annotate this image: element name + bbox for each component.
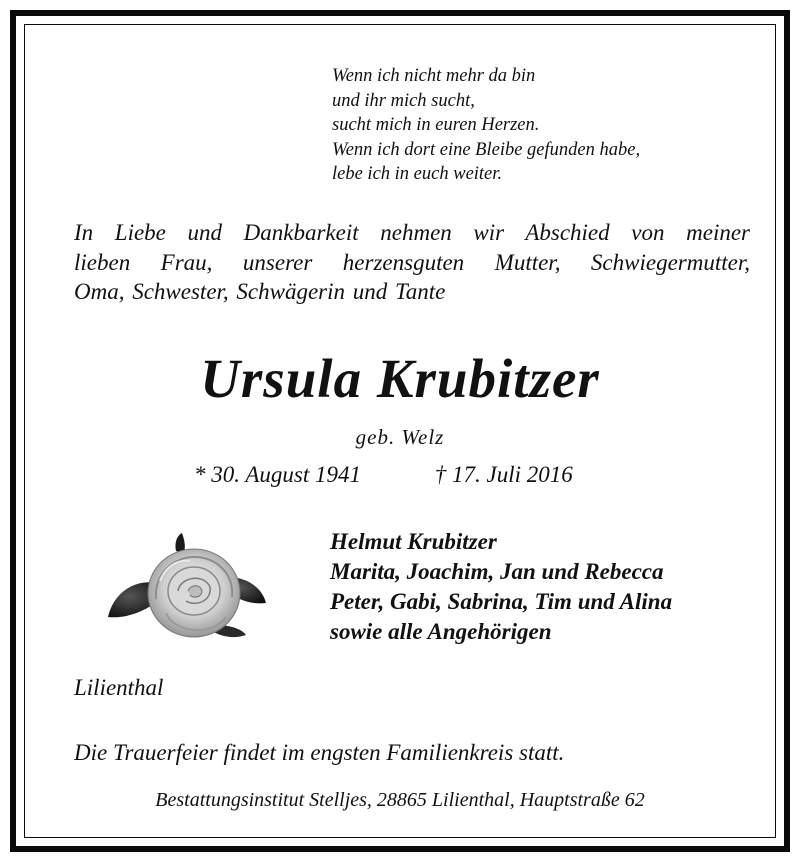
mourner-line: Helmut Krubitzer (330, 529, 497, 554)
mourner-line: Peter, Gabi, Sabrina, Tim und Alina (330, 589, 673, 614)
rose-icon (96, 521, 271, 656)
mourner-line: sowie alle Angehörigen (330, 619, 552, 644)
life-dates (194, 462, 573, 488)
poem-line: und ihr mich sucht, (332, 90, 475, 111)
deceased-name: Ursula Krubitzer (200, 348, 600, 409)
poem-line: sucht mich in euren Herzen. (332, 115, 540, 135)
mourner-line: Marita, Joachim, Jan und Rebecca (330, 559, 664, 584)
death-date: † 17. Juli 2016 (434, 462, 573, 487)
poem-line: Wenn ich nicht mehr da bin (332, 66, 536, 86)
mourners-list (330, 527, 672, 647)
intro-text (74, 218, 750, 307)
birth-date: * 30. August 1941 (194, 462, 361, 487)
maiden-name: geb. Welz (355, 425, 445, 449)
undertaker-address: Bestattungsinstitut Stelljes, 28865 Lilienthal, Hauptstraße 62 (155, 789, 645, 811)
notice-frame (10, 10, 790, 852)
place-name: Lilienthal (74, 675, 164, 700)
poem (332, 64, 640, 187)
poem-line: Wenn ich dort eine Bleibe gefunden habe, (332, 139, 641, 160)
intro-line: Oma, Schwester, Schwägerin und Tante (74, 279, 446, 304)
poem-line: lebe ich in euch weiter. (332, 164, 503, 184)
intro-line: In Liebe und Dankbarkeit nehmen wir Abschied von meiner (74, 220, 750, 245)
intro-line: lieben Frau, unserer herzensguten Mutter, Schwiegermutter, (74, 249, 750, 275)
service-note: Die Trauerfeier findet im engsten Familienkreis statt. (74, 740, 565, 765)
